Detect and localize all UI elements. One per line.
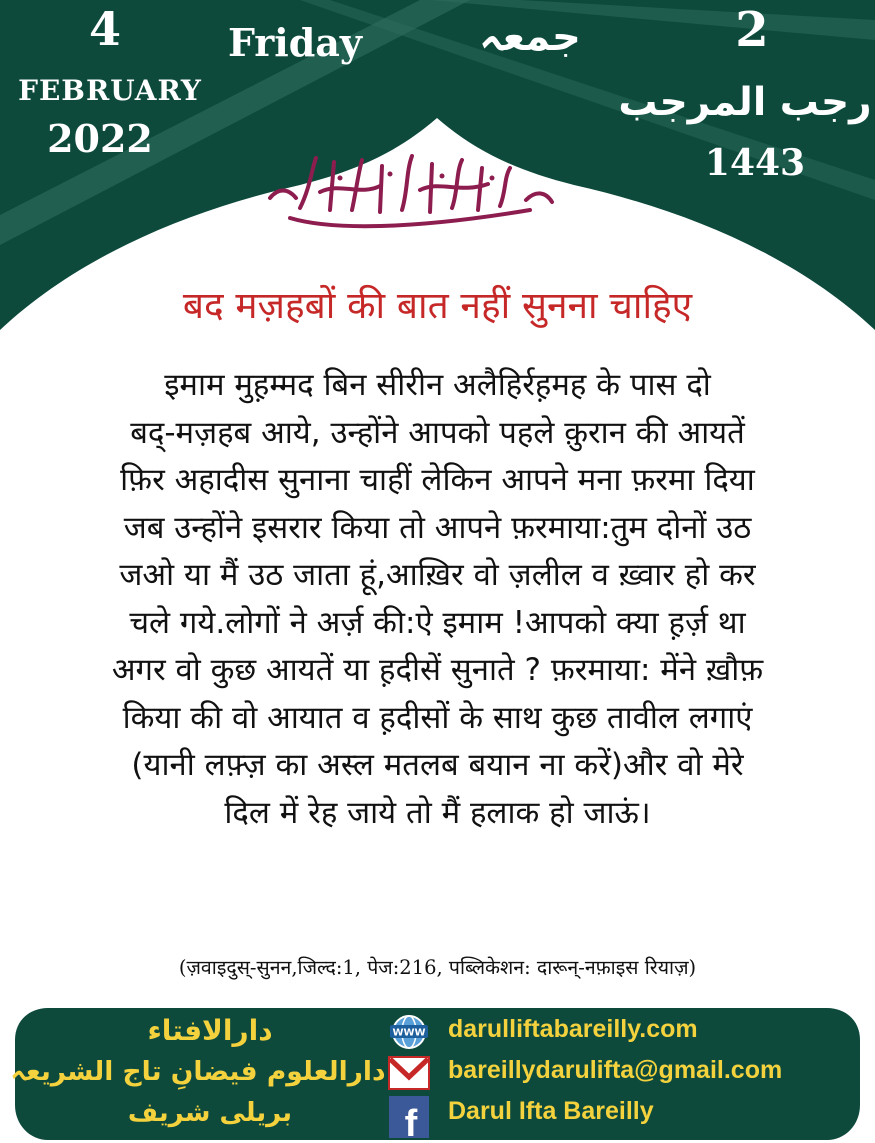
- hijri-year: 1443: [704, 142, 806, 184]
- calligraphy-emblem: [230, 148, 590, 238]
- body-line: दिल में रेह जाये तो मैं हलाक हो जाऊं।: [224, 794, 651, 831]
- body-line: किया की वो आयात व ह़दीसों के साथ कुछ तावील लगाएं: [122, 699, 753, 736]
- www-icon-label: WWW: [392, 1027, 426, 1039]
- org-name-line3: بریلی شریف: [127, 1098, 293, 1128]
- gregorian-day: 4: [88, 2, 121, 56]
- body-line: जब उन्होंने इसरार किया तो आपने फ़रमाया:तुम दोनों उठ: [123, 509, 752, 546]
- body-line: जओ या मैं उठ जाता हूं,आख़िर वो ज़लील व ख़्वार हो कर: [119, 557, 756, 593]
- email-link[interactable]: bareillydarulifta@gmail.com: [448, 1056, 783, 1084]
- facebook-link[interactable]: Darul Ifta Bareilly: [448, 1097, 654, 1125]
- gregorian-year: 2022: [47, 116, 153, 161]
- body-line: इमाम मुह़म्मद बिन सीरीन अलैहिर्रह़मह के पास दो: [164, 367, 711, 403]
- hijri-month: رجب المرجب: [618, 80, 872, 125]
- weekday-urdu: جمعہ: [479, 14, 581, 60]
- source-reference: (ज़वाइदुस्-सुनन,जिल्द:1, पेज:216, पब्लिकेशन: दारून्-नफ़ाइस रियाज़): [178, 956, 697, 979]
- body-line: चले गये.लोगों ने अर्ज़ की:ऐ इमाम !आपको क्या ह़र्ज़ था: [129, 604, 746, 641]
- facebook-icon-label: f: [404, 1103, 418, 1140]
- body-line: फ़िर अहादीस सुनाना चाहीं लेकिन आपने मना फ़रमा दिया: [120, 462, 755, 498]
- facebook-icon: [386, 1094, 432, 1140]
- org-name-line2: دارالعلوم فیضانِ تاج الشریعہ: [10, 1056, 386, 1087]
- hijri-day: 2: [735, 2, 769, 58]
- email-icon: [386, 1053, 432, 1093]
- body-line: (यानी लफ़्ज़ का अस्ल मतलब बयान ना करें)और वो मेरे: [131, 747, 744, 783]
- article-body: [20, 362, 855, 837]
- website-link[interactable]: darulliftabareilly.com: [448, 1015, 698, 1043]
- body-line: बद्-मज़हब आये, उन्होंने आपको पहले क़ुरान की आयतें: [130, 414, 745, 451]
- www-icon: [386, 1012, 432, 1052]
- weekday-english: Friday: [227, 20, 363, 65]
- article-title: बद मज़हबों की बात नहीं सुनना चाहिए: [182, 284, 693, 327]
- body-line: अगर वो कुछ आयतें या ह़दीसें सुनाते ? फ़रमाया: मेंने ख़ौफ़: [111, 652, 764, 688]
- org-name-line1: دارالافتاء: [147, 1014, 273, 1047]
- gregorian-month: FEBRUARY: [18, 74, 202, 107]
